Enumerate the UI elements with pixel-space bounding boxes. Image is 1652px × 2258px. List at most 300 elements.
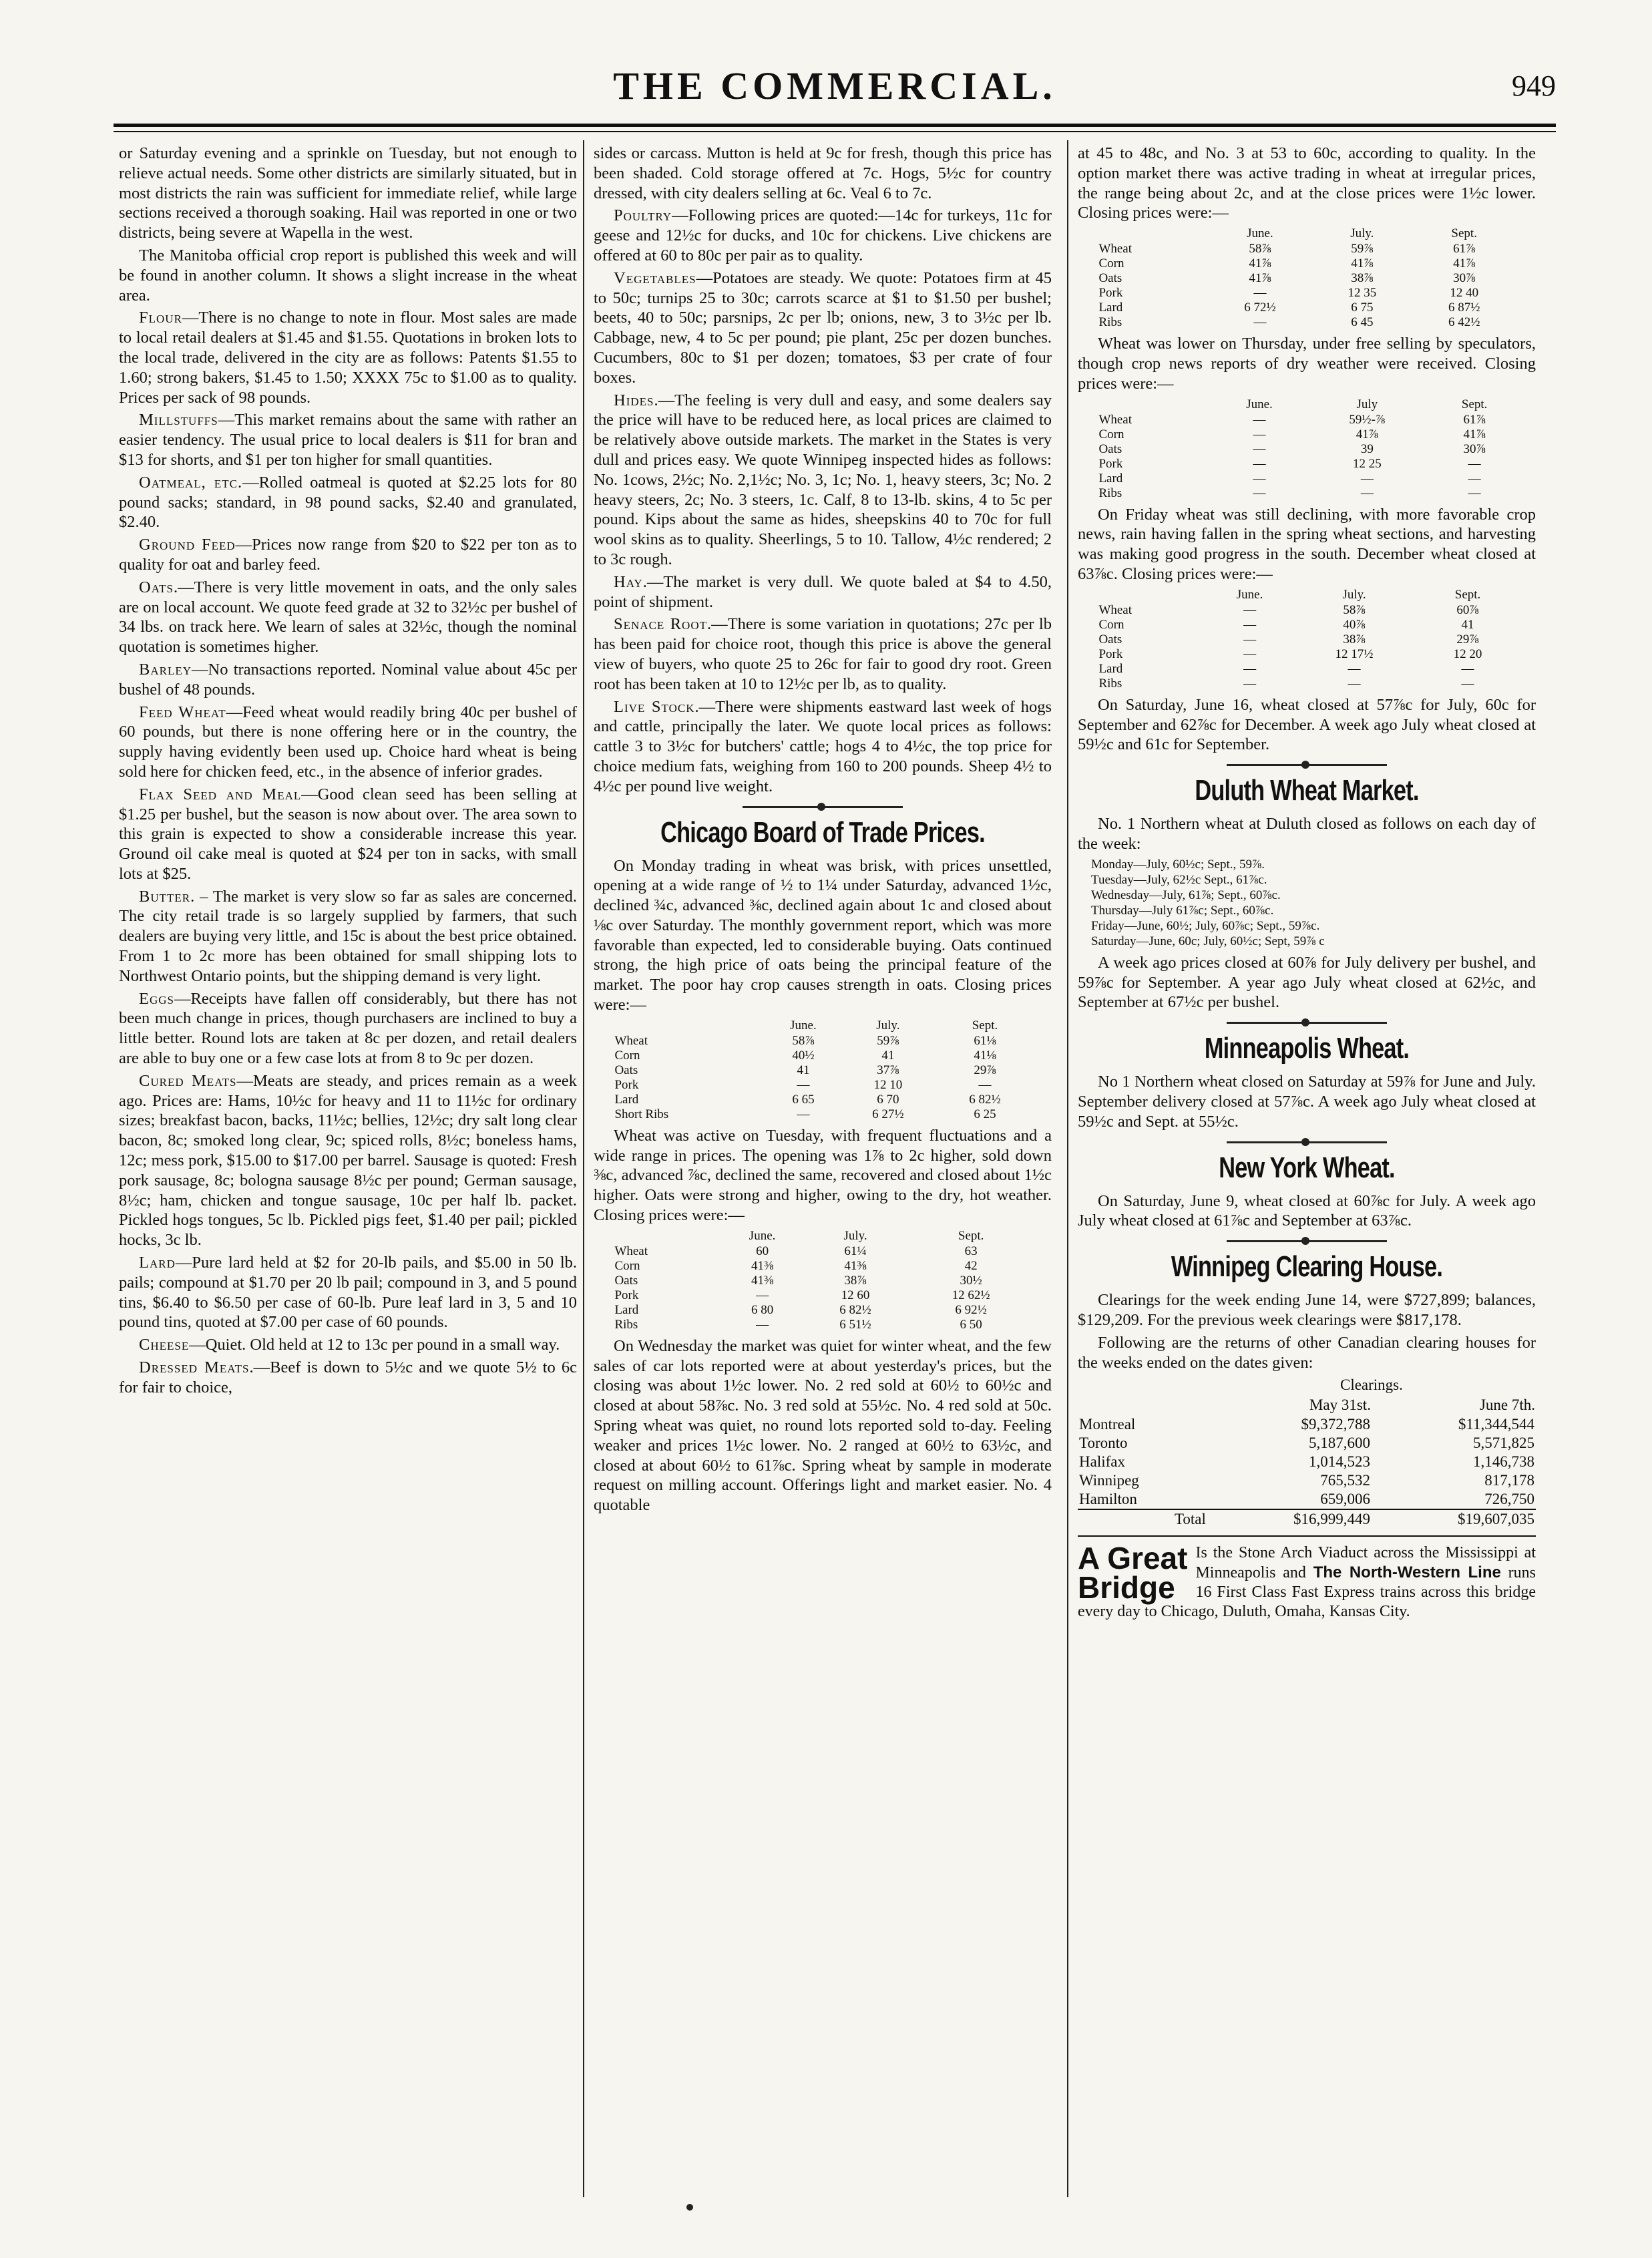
minneapolis-text: No 1 Northern wheat closed on Saturday at 59⅞ for June and July. September delivery closed at 57⅞c. A week ago July wheat closed at 59½c and Sept. at 55½c. bbox=[1078, 1073, 1536, 1131]
paragraph-heading: Oats bbox=[139, 578, 174, 596]
table-cell: 6 50 bbox=[960, 1317, 982, 1332]
table-cell: — bbox=[797, 1107, 810, 1121]
column-group-header bbox=[1078, 1375, 1207, 1395]
table-cell: 6 25 bbox=[974, 1107, 996, 1121]
table-cell: — bbox=[797, 1077, 810, 1092]
market-report-paragraph bbox=[119, 578, 577, 657]
market-report-paragraph bbox=[119, 535, 577, 575]
table-cell: 41⅞ bbox=[1453, 256, 1476, 271]
newyork-heading: New York Wheat. bbox=[1219, 1151, 1395, 1184]
table-row bbox=[1096, 618, 1517, 632]
table-cell: Wheat bbox=[1098, 602, 1132, 617]
table-cell: 6 65 bbox=[792, 1092, 815, 1107]
table-cell: 40½ bbox=[792, 1048, 815, 1063]
paragraph-text: .—There were shipments eastward last week of hogs and cattle, principally the later. We quote local prices as follows: cattle 3 to 3½c for butchers' cattle; hogs 4 to 4½c, the top price for choice medium fats, weighing from 160 to 200 pounds. Sheep 4½ to 4½c per pound live weight. bbox=[594, 697, 1052, 795]
table-cell: 12 17½ bbox=[1335, 646, 1374, 661]
paragraph-text: —Quiet. Old held at 12 to 13c per pound in a small way. bbox=[189, 1336, 560, 1354]
section-divider bbox=[1227, 1022, 1387, 1024]
market-report-paragraph bbox=[594, 614, 1052, 694]
table-cell: 41 bbox=[881, 1048, 895, 1063]
paragraph-heading: Poultry bbox=[614, 206, 672, 225]
column-header: June. bbox=[749, 1228, 776, 1243]
table-cell: — bbox=[756, 1288, 769, 1302]
paragraph-text: . – The market is very slow so far as sales are concerned. The city retail trade is so largely supplied by farmers, that such dealers are buying very little, and 15c is about the best price obtained. From 1 to 2c more has been obtained for small shipping lots to Northwest Ontario points, but the shipping demand is very light. bbox=[119, 887, 577, 985]
table-cell: Oats bbox=[614, 1063, 638, 1077]
paragraph-heading: Hay bbox=[614, 572, 643, 591]
chicago-saturday-text: On Saturday, June 16, wheat closed at 57⅞c for July, 60c for September and 62⅞c for December. A week ago July wheat closed at 59½c and 61c for September. bbox=[1078, 695, 1536, 754]
total-row bbox=[1078, 1509, 1536, 1529]
chicago-monday-text: On Monday trading in wheat was brisk, with prices unsettled, opening at a wide range of ½ to 1¼ under Saturday, advanced 1½c, declined ¾c, advanced ⅜c, declined again about 1c and closed about ⅛c over Saturday. The monthly government report, which was more favorable than expected, led to considerable buying. Oats continued strong, the high price of oats being the principal feature of the market. The poor hay crop causes strength in oats. Closing prices were:— bbox=[594, 856, 1052, 1014]
table-cell: — bbox=[1360, 486, 1374, 500]
section-divider bbox=[743, 806, 903, 808]
table-cell: — bbox=[1253, 471, 1266, 486]
chicago-thursday-text: Wheat was lower on Thursday, under free selling by speculators, though crop news reports of dry weather were received. Closing prices were:— bbox=[1078, 335, 1536, 393]
ad-text-2: runs 16 First Class Fast Express trains across this bridge every day to Chicago, Duluth, Omaha, Kansas City. bbox=[1078, 1564, 1536, 1621]
table-cell: Corn bbox=[1098, 427, 1124, 441]
table-cell: Halifax bbox=[1079, 1453, 1125, 1471]
column-header bbox=[612, 1018, 767, 1034]
table-cell: 41⅜ bbox=[751, 1273, 774, 1288]
table-cell: 12 10 bbox=[873, 1077, 903, 1092]
table-row bbox=[1096, 315, 1517, 330]
table-cell: 30½ bbox=[960, 1273, 982, 1288]
table-row bbox=[1078, 1453, 1536, 1471]
table-cell: — bbox=[1253, 456, 1266, 471]
table-row bbox=[1096, 286, 1517, 301]
column-header: July bbox=[1356, 397, 1378, 411]
paragraph-heading: Oatmeal, etc. bbox=[139, 473, 243, 492]
table-cell: Ribs bbox=[1098, 315, 1122, 330]
chicago-continued-text: at 45 to 48c, and No. 3 at 53 to 60c, according to quality. In the option market there was active trading in wheat at irregular prices, the range being about 2c, and at the close prices were 1½c lower. Closing prices were:— bbox=[1078, 144, 1536, 222]
table-cell: 765,532 bbox=[1320, 1472, 1370, 1489]
table-cell: 6 51½ bbox=[839, 1317, 871, 1332]
duluth-intro: No. 1 Northern wheat at Duluth closed as follows on each day of the week: bbox=[1078, 815, 1536, 853]
table-cell: 41⅞ bbox=[1351, 256, 1374, 271]
table-cell: 6 27½ bbox=[872, 1107, 904, 1121]
minneapolis-heading: Minneapolis Wheat. bbox=[1204, 1032, 1410, 1065]
market-report-paragraph bbox=[119, 660, 577, 700]
duluth-day-entry: Saturday—June, 60c; July, 60½c; Sept, 59⅞ c bbox=[1091, 934, 1325, 948]
table-cell: 29⅞ bbox=[1456, 632, 1479, 646]
paragraph-heading: Cured Meats bbox=[139, 1071, 237, 1090]
table-cell: 41⅞ bbox=[1356, 427, 1378, 441]
column-header: July. bbox=[876, 1018, 900, 1032]
paragraph-text: —Pure lard held at $2 for 20-lb pails, and $5.00 in 50 lb. pails; compound at $1.70 per 20 lb pail; compound in 3, and 5 pound tins, $6.40 to $6.50 per case of 60-lb. Pure leaf lard in 3, 5 and 10 pound tins, quoted at $7.00 per case of 60 pounds. bbox=[119, 1254, 577, 1332]
column-header: June. bbox=[1247, 226, 1273, 241]
chicago-wednesday-prices bbox=[1096, 226, 1517, 330]
table-cell: 6 82½ bbox=[969, 1092, 1001, 1107]
table-cell: 6 92½ bbox=[955, 1302, 987, 1317]
table-cell: $11,344,544 bbox=[1458, 1416, 1534, 1433]
table-cell: Oats bbox=[1098, 271, 1122, 286]
table-cell: 59½-⅞ bbox=[1349, 412, 1386, 427]
ad-headline-line2: Bridge bbox=[1078, 1570, 1175, 1606]
table-cell: Pork bbox=[614, 1288, 639, 1302]
market-report-paragraph bbox=[119, 1071, 577, 1250]
table-cell: 5,571,825 bbox=[1473, 1435, 1534, 1452]
table-row bbox=[1096, 486, 1517, 501]
market-report-paragraph bbox=[119, 144, 577, 243]
table-cell: — bbox=[756, 1317, 769, 1332]
table-row bbox=[1096, 457, 1517, 472]
table-row bbox=[612, 1107, 1033, 1122]
paragraph-text: —No transactions reported. Nominal value about 45c per bushel of 48 pounds. bbox=[119, 660, 577, 699]
column-header bbox=[1096, 397, 1216, 413]
chicago-tuesday-prices bbox=[612, 1228, 1033, 1332]
table-cell: 659,006 bbox=[1320, 1491, 1370, 1508]
paragraph-text: —Good clean seed has been selling at $1.25 per bushel, but the season is now about over. The area sown to this grain is expected to show a considerable increase this year. Ground oil cake meal is quoted at $24 per ton in sacks, with small lots at $25. bbox=[119, 785, 577, 883]
ad-text-1: Is the Stone Arch Viaduct across the Mississippi at Minneapolis and bbox=[1195, 1544, 1536, 1582]
table-cell: Wheat bbox=[614, 1244, 648, 1258]
page-number: 949 bbox=[1512, 69, 1556, 102]
chicago-monday-prices bbox=[612, 1018, 1033, 1122]
table-cell: Lard bbox=[614, 1302, 639, 1317]
table-cell: $16,999,449 bbox=[1207, 1509, 1372, 1529]
table-cell: — bbox=[1243, 646, 1257, 661]
table-row bbox=[1096, 677, 1517, 691]
column-header: Sept. bbox=[972, 1018, 998, 1032]
table-cell: 42 bbox=[964, 1258, 978, 1273]
table-cell: Wheat bbox=[1098, 242, 1132, 256]
table-cell: — bbox=[1461, 661, 1474, 676]
header-rule-thin bbox=[114, 131, 1556, 132]
table-cell: 30⅞ bbox=[1463, 441, 1486, 456]
table-cell: 63 bbox=[964, 1244, 978, 1258]
section-divider bbox=[1227, 1240, 1387, 1242]
table-cell: 60 bbox=[756, 1244, 769, 1258]
chicago-thursday-prices bbox=[1096, 397, 1517, 501]
table-cell: 6 72½ bbox=[1244, 301, 1276, 315]
table-row bbox=[612, 1303, 1033, 1318]
table-row bbox=[612, 1093, 1033, 1107]
bridge-advertisement bbox=[1078, 1535, 1536, 1622]
table-row bbox=[1096, 632, 1517, 647]
table-cell: Pork bbox=[614, 1077, 639, 1092]
table-cell: — bbox=[978, 1077, 992, 1092]
table-cell: 6 70 bbox=[877, 1092, 899, 1107]
column-header: June. bbox=[1246, 397, 1273, 411]
table-cell: Ribs bbox=[614, 1317, 638, 1332]
ad-headline-line1: A Great bbox=[1078, 1541, 1188, 1576]
table-cell: Oats bbox=[1098, 632, 1122, 646]
table-cell: 6 42½ bbox=[1448, 315, 1480, 330]
table-cell: Total bbox=[1078, 1509, 1207, 1529]
column-header bbox=[1096, 587, 1209, 603]
paragraph-heading: Live Stock bbox=[614, 697, 695, 716]
table-cell: Wheat bbox=[1098, 412, 1132, 427]
section-divider bbox=[1227, 1141, 1387, 1143]
chicago-friday-prices bbox=[1096, 587, 1517, 691]
market-report-paragraph bbox=[119, 989, 577, 1069]
table-cell: 60⅞ bbox=[1456, 602, 1479, 617]
table-row bbox=[1096, 647, 1517, 662]
market-report-paragraph bbox=[119, 785, 577, 884]
paragraph-text: or Saturday evening and a sprinkle on Tuesday, but not enough to relieve actual needs. Some other districts are similarly situated, but in most districts the rain was sufficient for immediate relief, while large sections received a thorough soaking. Hail was reported in one or two districts, being severe at Wapella in the west. bbox=[119, 144, 577, 242]
market-report-paragraph bbox=[119, 246, 577, 305]
column-group-header: Clearings. bbox=[1339, 1376, 1403, 1394]
table-cell: 29⅞ bbox=[974, 1063, 996, 1077]
paragraph-heading: Feed Wheat bbox=[139, 703, 226, 721]
column-header: May 31st. bbox=[1309, 1396, 1371, 1414]
table-cell: 38⅞ bbox=[844, 1273, 867, 1288]
market-report-paragraph bbox=[594, 572, 1052, 612]
paragraph-heading: Hides bbox=[614, 391, 654, 409]
table-cell: 30⅞ bbox=[1453, 271, 1476, 286]
table-cell: 6 75 bbox=[1351, 301, 1374, 315]
table-cell: Corn bbox=[1098, 617, 1124, 632]
table-cell: Ribs bbox=[1098, 486, 1122, 500]
paragraph-text: .—There is very little movement in oats, and the only sales are on local account. We quote feed grade at 32 to 32½c per bushel of 34 lbs. on track here. We learn of sales at 32½c, though the nominal quotation is sometimes higher. bbox=[119, 578, 577, 656]
table-row bbox=[1096, 301, 1517, 315]
column-header: Sept. bbox=[1461, 397, 1488, 411]
table-row bbox=[612, 1078, 1033, 1093]
table-cell: — bbox=[1468, 471, 1481, 486]
market-report-paragraph bbox=[594, 391, 1052, 570]
table-cell: — bbox=[1253, 427, 1266, 441]
table-cell: — bbox=[1253, 286, 1267, 301]
column-header: June 7th. bbox=[1479, 1396, 1535, 1414]
page-header bbox=[114, 63, 1556, 110]
paragraph-text: .—There is some variation in quotations; 27c per lb has been paid for choice root, though this price is above the general view of buyers, who quote 25 to 26c for fair to good dry root. Green root has been taken at 10 to 12½c per lb, as to quality. bbox=[594, 615, 1052, 693]
table-cell: — bbox=[1468, 486, 1481, 500]
duluth-day-entry: Wednesday—July, 61⅞; Sept., 60⅞c. bbox=[1091, 888, 1281, 902]
table-cell: 12 20 bbox=[1453, 646, 1482, 661]
table-cell: 41⅞ bbox=[1249, 271, 1271, 286]
column-divider bbox=[1067, 140, 1068, 2197]
table-cell: 41⅜ bbox=[751, 1258, 774, 1273]
table-cell: 58⅞ bbox=[1343, 602, 1366, 617]
table-cell: — bbox=[1243, 661, 1257, 676]
table-cell: — bbox=[1253, 412, 1266, 427]
table-row bbox=[1096, 662, 1517, 677]
paragraph-text: —There is no change to note in flour. Most sales are made to local retail dealers at $1.45 and $1.55. Quotations in broken lots to the local trade, delivered in the city are as follows: Patents $1.55 to 1.60; strong bakers, $1.45 to 1.50; XXXX 75c to $1.00 as to quality. Prices per sack of 98 pounds. bbox=[119, 309, 577, 407]
table-cell: 6 45 bbox=[1351, 315, 1374, 330]
column-header: July. bbox=[1350, 226, 1374, 241]
table-cell: Lard bbox=[1098, 471, 1123, 486]
paragraph-heading: Senace Root bbox=[614, 615, 707, 634]
table-cell: — bbox=[1243, 602, 1257, 617]
paragraph-heading: Flour bbox=[139, 309, 182, 327]
table-cell: Pork bbox=[1098, 286, 1123, 301]
table-cell: — bbox=[1243, 676, 1257, 691]
table-cell: Wheat bbox=[614, 1033, 648, 1048]
paragraph-text: —This market remains about the same with rather an easier tendency. The usual price to local dealers is $11 for bran and $13 for shorts, and $1 per ton higher for small quantities. bbox=[119, 411, 577, 469]
table-cell: 59⅞ bbox=[877, 1033, 899, 1048]
table-cell: 41⅜ bbox=[844, 1258, 867, 1273]
duluth-heading: Duluth Wheat Market. bbox=[1195, 774, 1419, 807]
paragraph-text: .—Beef is down to 5½c and we quote 5½ to 6c for fair to choice, bbox=[119, 1358, 577, 1396]
table-row bbox=[1096, 271, 1517, 286]
paragraph-heading: Flax Seed and Meal bbox=[139, 785, 302, 803]
paragraph-text: sides or carcass. Mutton is held at 9c for fresh, though this price has been shaded. Cold storage offered at 7c. Hogs, 5½c for country dressed, with city dealers selling at 6c. Veal 6 to 7c. bbox=[594, 144, 1052, 202]
table-cell: 1,014,523 bbox=[1308, 1453, 1370, 1471]
ad-brand: The North-Western Line bbox=[1313, 1563, 1501, 1582]
paragraph-text: —Rolled oatmeal is quoted at $2.25 lots for 80 pound sacks; standard, in 98 pound sacks, $2.40 and granulated, $2.40. bbox=[119, 473, 577, 532]
clearing-text-2: Following are the returns of other Canadian clearing houses for the weeks ended on the dates given: bbox=[1078, 1333, 1536, 1372]
column-header bbox=[612, 1228, 722, 1244]
table-cell: 1,146,738 bbox=[1473, 1453, 1534, 1471]
column-header: Sept. bbox=[1454, 587, 1481, 602]
market-report-paragraph bbox=[594, 268, 1052, 388]
clearing-table bbox=[1078, 1375, 1536, 1529]
ad-headline bbox=[1078, 1541, 1188, 1606]
table-cell: — bbox=[1468, 456, 1481, 471]
chicago-heading: Chicago Board of Trade Prices. bbox=[660, 815, 985, 849]
table-cell: 5,187,600 bbox=[1308, 1435, 1370, 1452]
table-cell: 58⅞ bbox=[1249, 242, 1271, 256]
table-cell: 37⅞ bbox=[877, 1063, 899, 1077]
table-cell: 12 25 bbox=[1352, 456, 1382, 471]
table-cell: 41 bbox=[797, 1063, 810, 1077]
table-cell: 38⅞ bbox=[1343, 632, 1366, 646]
market-report-paragraph bbox=[119, 1253, 577, 1332]
market-report-paragraph bbox=[119, 703, 577, 782]
clearing-heading: Winnipeg Clearing House. bbox=[1171, 1250, 1443, 1284]
table-cell: 59⅞ bbox=[1351, 242, 1374, 256]
table-row bbox=[1078, 1434, 1536, 1453]
table-cell: 61¼ bbox=[844, 1244, 867, 1258]
paragraph-heading: Eggs bbox=[139, 989, 174, 1008]
table-cell: Lard bbox=[1098, 661, 1123, 676]
masthead-title: THE COMMERCIAL. bbox=[613, 64, 1056, 108]
table-cell: 41⅛ bbox=[974, 1048, 996, 1063]
table-row bbox=[612, 1259, 1033, 1274]
table-cell: Pork bbox=[1098, 456, 1123, 471]
paragraph-text: —Potatoes are steady. We quote: Potatoes firm at 45 to 50c; turnips 25 to 30c; carrots scarce at $1 to $1.50 per bushel; beets, 40 to 50c; parsnips, 2c per lb; onions, new, 3 to 3½c per lb. Cabbage, new, 4 to 5c per pound; pie plant, 25c per dozen bunches. Cucumbers, 80c to $1 per dozen; tomatoes, $3 per crate of four boxes. bbox=[594, 268, 1052, 387]
market-report-paragraph bbox=[119, 410, 577, 469]
duluth-day-entry: Monday—July, 60½c; Sept., 59⅞. bbox=[1091, 857, 1265, 872]
column-header: Sept. bbox=[958, 1228, 984, 1243]
table-cell: Short Ribs bbox=[614, 1107, 669, 1121]
paragraph-heading: Dressed Meats bbox=[139, 1358, 250, 1377]
table-cell: 61⅞ bbox=[1463, 412, 1486, 427]
table-cell: Winnipeg bbox=[1079, 1472, 1139, 1489]
chicago-tuesday-text: Wheat was active on Tuesday, with frequent fluctuations and a wide range in prices. The opening was 1⅞ to 2c higher, sold down ⅜c, advanced ⅞c, declined the same, recovered and closed about 1½c higher. Oats were strong and higher, owing to the dry, hot weather. Closing prices were:— bbox=[594, 1126, 1052, 1225]
table-cell: 12 35 bbox=[1348, 286, 1377, 301]
newyork-text: On Saturday, June 9, wheat closed at 60⅞c for July. A week ago July wheat closed at 61⅞c and September at 63⅞c. bbox=[1078, 1191, 1536, 1230]
table-cell: 61⅞ bbox=[1453, 242, 1476, 256]
paragraph-text: —Meats are steady, and prices remain as a week ago. Prices are: Hams, 10½c for heavy and 11 to 11½c for ordinary sizes; breakfast bacon, backs, 11½c; bellies, 12½c; dry salt long clear bacon, 8c; smoked long clear, 9c; spiced rolls, 8½c; boneless hams, 12c; mess pork, $15.00 to $17.00 per barrel. Sausage is quoted: Fresh pork sausage, 8c; bologna sausage 8½c per pound; German sausage, 8½c; ham, chicken and tongue sausage, 10c per half lb. packet. Pickled hogs tongues, 5c lb. Pickled pigs feet, $1.40 per pail; pickled hocks, 3c lb. bbox=[119, 1071, 577, 1250]
paragraph-heading: Barley bbox=[139, 660, 192, 679]
table-cell: — bbox=[1360, 471, 1374, 486]
table-cell: Corn bbox=[614, 1258, 640, 1273]
table-cell: 12 40 bbox=[1450, 286, 1479, 301]
table-cell: 726,750 bbox=[1484, 1491, 1534, 1508]
market-report-paragraph bbox=[119, 1335, 577, 1355]
paragraph-heading: Lard bbox=[139, 1254, 176, 1272]
table-row bbox=[1096, 472, 1517, 486]
column-header: July. bbox=[1342, 587, 1366, 602]
section-divider bbox=[1227, 764, 1387, 766]
paragraph-text: —Following prices are quoted:—14c for turkeys, 11c for geese and 12½c for ducks, and 10c for chickens. Live chickens are offered at 60 to 80c per pair as to quality. bbox=[594, 206, 1052, 264]
table-row bbox=[1078, 1490, 1536, 1509]
duluth-day-entry: Thursday—July 61⅞c; Sept., 60⅞c. bbox=[1091, 903, 1274, 918]
table-cell: 39 bbox=[1360, 441, 1374, 456]
paragraph-heading: Cheese bbox=[139, 1336, 190, 1354]
table-cell: Oats bbox=[614, 1273, 638, 1288]
duluth-day-entry: Tuesday—July, 62½c Sept., 61⅞c. bbox=[1091, 872, 1267, 887]
paragraph-text: —Receipts have fallen off considerably, but there has not been much change in prices, though purchasers are inclined to buy a little better. Round lots are taken at 8c per dozen, and retail dealers are able to buy one or a few case lots at from 8 to 9c per dozen. bbox=[119, 989, 577, 1068]
table-cell: — bbox=[1243, 632, 1257, 646]
column-header: June. bbox=[790, 1018, 817, 1032]
table-cell: 61⅛ bbox=[974, 1033, 996, 1048]
column-2 bbox=[594, 144, 1052, 2194]
table-row bbox=[1096, 256, 1517, 271]
table-cell: 38⅞ bbox=[1351, 271, 1374, 286]
duluth-day-entry: Friday—June, 60½; July, 60⅞c; Sept., 59⅞c. bbox=[1091, 918, 1320, 933]
column-header: July. bbox=[843, 1228, 867, 1243]
local-market-continued bbox=[594, 144, 1052, 797]
market-report-paragraph bbox=[119, 887, 577, 986]
paragraph-text: .—The market is very dull. We quote baled at $4 to 4.50, point of shipment. bbox=[594, 572, 1052, 611]
column-header: Sept. bbox=[1451, 226, 1477, 241]
table-row bbox=[612, 1274, 1033, 1288]
table-row bbox=[612, 1244, 1033, 1259]
table-cell: Toronto bbox=[1079, 1435, 1128, 1452]
column-3 bbox=[1078, 144, 1536, 2194]
market-report-paragraph bbox=[119, 1358, 577, 1398]
table-cell: Corn bbox=[614, 1048, 640, 1063]
market-report-paragraph bbox=[119, 308, 577, 407]
market-report-paragraph bbox=[594, 697, 1052, 797]
table-cell: 41⅞ bbox=[1249, 256, 1271, 271]
table-row bbox=[1096, 413, 1517, 427]
column-1-market-reports bbox=[119, 144, 577, 2194]
paragraph-heading: Butter bbox=[139, 887, 191, 906]
chicago-wednesday-text: On Wednesday the market was quiet for winter wheat, and the few sales of car lots reported were at about yesterday's prices, but the closing was about 1½c lower. No. 2 red sold at 60½ to 60½c and closed at about 58⅞c. No. 3 red sold at 55½c. No. 4 red sold at 50c. Spring wheat was quiet, no round lots reported sold to-day. Feeling weaker and prices 1½c lower. No. 2 ranged at 60½ to 63½c, and closed at about 60½ to 61⅞c. Spring wheat by sample in moderate request on milling account. Offerings light and market easier. No. 4 quotable bbox=[594, 1336, 1052, 1515]
market-report-paragraph bbox=[594, 144, 1052, 203]
paragraph-text: —Feed wheat would readily bring 40c per bushel of 60 pounds, but there is none offering here or in the country, the supply having evidently been used up. Choice hard wheat is being sold here for chicken feed, etc., in the absence of inferior grades. bbox=[119, 703, 577, 781]
table-row bbox=[1078, 1415, 1536, 1434]
table-cell: — bbox=[1243, 617, 1257, 632]
table-cell: — bbox=[1348, 661, 1361, 676]
table-cell: Lard bbox=[614, 1092, 639, 1107]
table-cell: 41⅞ bbox=[1463, 427, 1486, 441]
table-row bbox=[612, 1034, 1033, 1049]
table-cell: — bbox=[1253, 441, 1266, 456]
market-report-paragraph bbox=[594, 206, 1052, 265]
table-cell: — bbox=[1461, 676, 1474, 691]
column-header bbox=[1096, 226, 1207, 242]
paragraph-text: .—The feeling is very dull and easy, and some dealers say the price will have to be reduced here, as local prices are claimed to be relatively above outside markets. The market in the States is very dull and prices easy. We quote Winnipeg inspected hides as follows: No. 1cows, 2½c; No. 2,1½c; No. 3, 1c; No. 1, heavy steers, 3c; No. 2 heavy steers, 2c; No. 3 steers, 1c. Calf, 8 to 13-lb. skins, 4 to 5c per pound. Kips about the same as hides, sheepskins 40 to 70c for full wool skins as to quality. Sheerlings, 5 to 10. Tallow, 4½c rendered; 2 to 3c rough. bbox=[594, 391, 1052, 568]
market-report-paragraph bbox=[119, 473, 577, 532]
footer-dot bbox=[686, 2204, 693, 2211]
table-row bbox=[612, 1063, 1033, 1078]
table-cell: 12 62½ bbox=[952, 1288, 990, 1302]
paragraph-text: The Manitoba official crop report is published this week and will be found in another column. It shows a slight increase in the wheat area. bbox=[119, 246, 577, 305]
table-cell: $19,607,035 bbox=[1372, 1509, 1536, 1529]
table-cell: Hamilton bbox=[1079, 1491, 1137, 1508]
paragraph-heading: Ground Feed bbox=[139, 536, 236, 554]
table-cell: 6 82½ bbox=[839, 1302, 871, 1317]
table-row bbox=[1096, 442, 1517, 457]
duluth-daily-list bbox=[1091, 857, 1536, 949]
table-cell: Oats bbox=[1098, 441, 1122, 456]
table-cell: Pork bbox=[1098, 646, 1123, 661]
table-cell: 40⅞ bbox=[1343, 617, 1366, 632]
table-cell: 58⅞ bbox=[792, 1033, 815, 1048]
table-cell: 12 60 bbox=[841, 1288, 870, 1302]
table-cell: 6 80 bbox=[751, 1302, 774, 1317]
chicago-friday-text: On Friday wheat was still declining, with more favorable crop news, rain having fallen in the spring wheat sections, and harvesting was making good progress in the south. December wheat closed at 63⅞c. Closing prices were:— bbox=[1078, 505, 1536, 583]
table-cell: 41 bbox=[1461, 617, 1474, 632]
table-cell: Corn bbox=[1098, 256, 1124, 271]
table-row bbox=[612, 1318, 1033, 1332]
column-header: June. bbox=[1236, 587, 1263, 602]
duluth-summary: A week ago prices closed at 60⅞ for July delivery per bushel, and 59⅞c for September. A year ago July wheat closed at 62½c, and September at 67½c per bushel. bbox=[1078, 953, 1536, 1012]
table-cell: Montreal bbox=[1079, 1416, 1136, 1433]
table-row bbox=[1096, 242, 1517, 256]
